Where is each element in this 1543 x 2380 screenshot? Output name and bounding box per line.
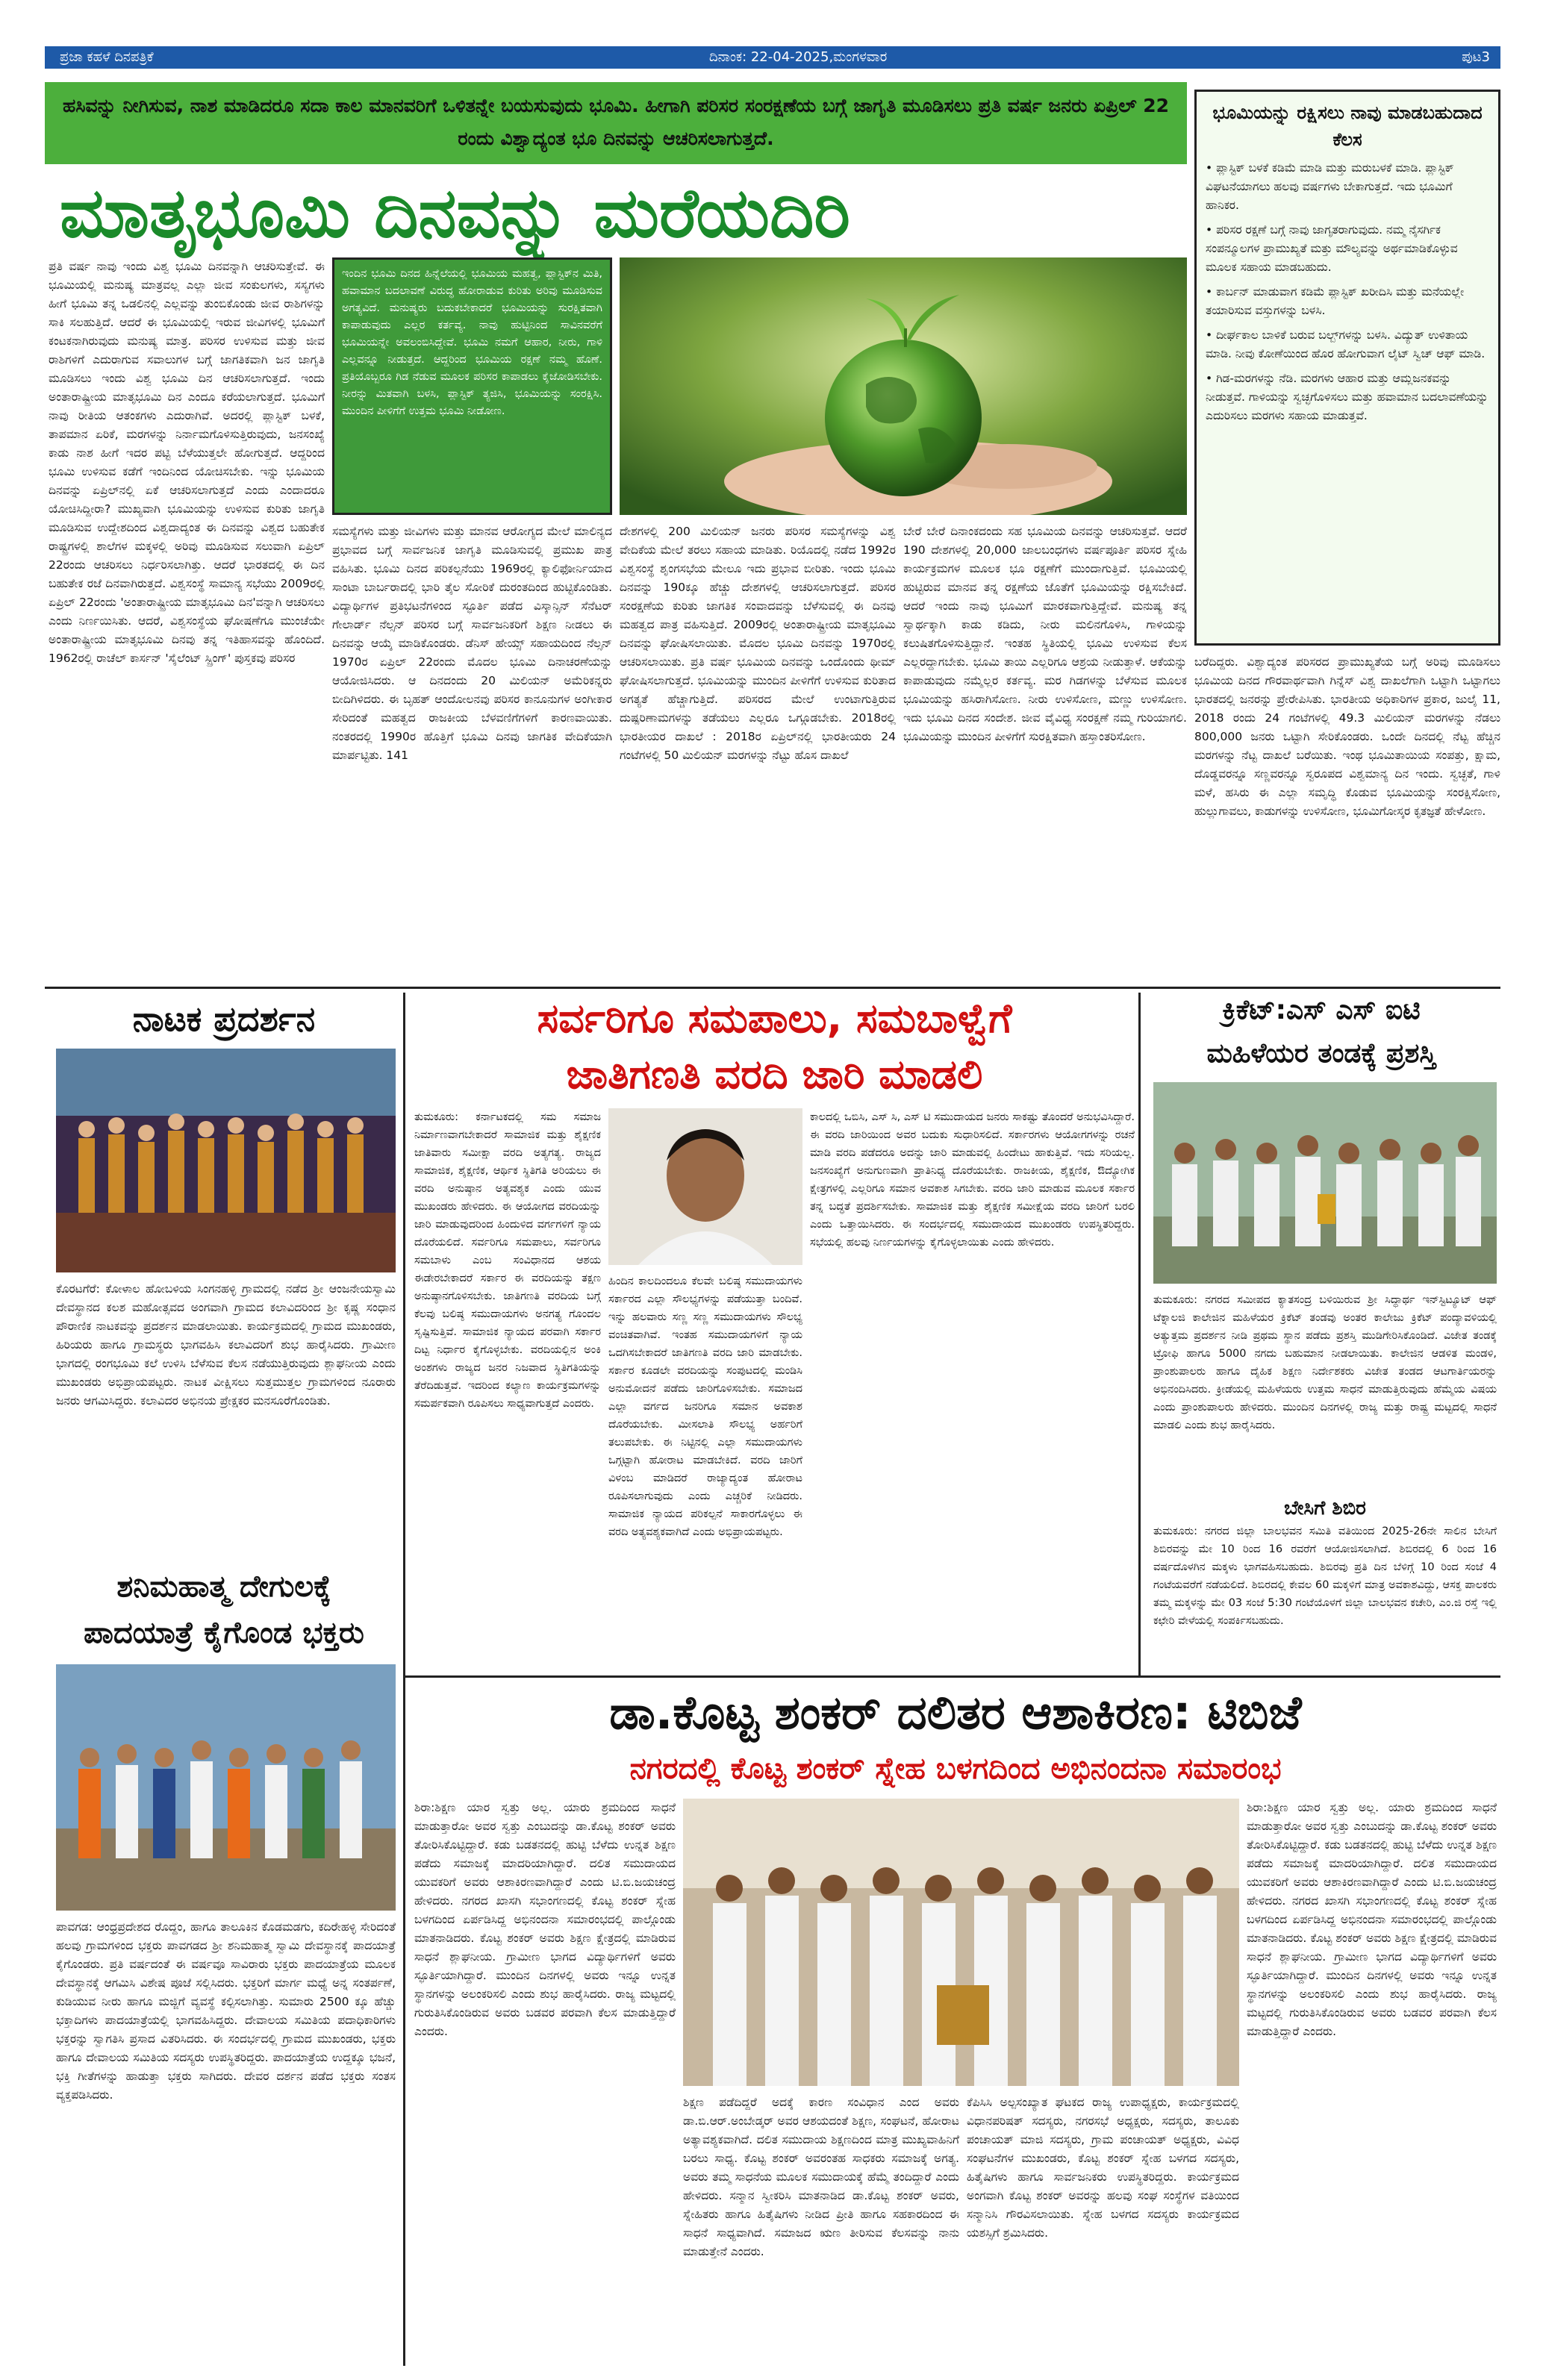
page-number: ಪುಟ3 bbox=[1462, 49, 1490, 65]
kotta-headline: ಡಾ.ಕೊಟ್ಟ ಶಂಕರ್ ದಲಿತರ ಆಶಾಕಿರಣ: ಟಿಬಿಜೆ bbox=[609, 1685, 1302, 1740]
kotta-col-1: ಶಿರಾ:ಶಿಕ್ಷಣ ಯಾರ ಸ್ವತ್ತು ಅಲ್ಲ. ಯಾರು ಶ್ರಮದಿಂದ ಸಾಧನೆ ಮಾಡುತ್ತಾರೋ ಅವರ ಸ್ವತ್ತು ಎಂಬುದನ್ನು ಡಾ.ಕೊಟ್ಟ ಶಂಕರ್ ಅವರು ತೋರಿಸಿಕೊಟ್ಟಿದ್ದಾರೆ. ಕಡು ಬಡತನದಲ್ಲಿ ಹುಟ್ಟಿ ಬೆಳೆದು ಉನ್ನತ ಶಿಕ್ಷಣ ಪಡೆದು ಸಮಾಜಕ್ಕೆ ಮಾದರಿಯಾಗಿದ್ದಾರೆ. ದಲಿತ ಸಮುದಾಯದ ಯುವಕರಿಗೆ ಅವರು ಆಶಾಕಿರಣವಾಗಿದ್ದಾರೆ ಎಂದು ಟಿ.ಬಿ.ಜಯಚಂದ್ರ ಹೇಳಿದರು. ನಗರದ ಖಾಸಗಿ ಸಭಾಂಗಣದಲ್ಲಿ ಕೊಟ್ಟ ಶಂಕರ್ ಸ್ನೇಹ ಬಳಗದಿಂದ ಏರ್ಪಡಿಸಿದ್ದ ಅಭಿನಂದನಾ ಸಮಾರಂಭದಲ್ಲಿ ಪಾಲ್ಗೊಂಡು ಮಾತನಾಡಿದರು. ಕೊಟ್ಟ ಶಂಕರ್ ಅವರು ಶಿಕ್ಷಣ ಕ್ಷೇತ್ರದಲ್ಲಿ ಮಾಡಿರುವ ಸಾಧನೆ ಶ್ಲಾಘನೀಯ. ಗ್ರಾಮೀಣ ಭಾಗದ ವಿದ್ಯಾರ್ಥಿಗಳಿಗೆ ಅವರು ಸ್ಫೂರ್ತಿಯಾಗಿದ್ದಾರೆ. ಮುಂದಿನ ದಿನಗಳಲ್ಲಿ ಅವರು ಇನ್ನೂ ಉನ್ನತ ಸ್ಥಾನಗಳನ್ನು ಅಲಂಕರಿಸಲಿ ಎಂದು ಶುಭ ಹಾರೈಸಿದರು. ರಾಜ್ಯ ಮಟ್ಟದಲ್ಲಿ ಗುರುತಿಸಿಕೊಂಡಿರುವ ಅವರು ಬಡವರ ಪರವಾಗಿ ಕೆಲಸ ಮಾಡುತ್ತಿದ್ದಾರೆ ಎಂದರು. bbox=[414, 1801, 676, 2038]
temple-title bbox=[45, 1564, 403, 1661]
felicitation-photo bbox=[683, 1799, 1239, 2086]
caste-headline-2: ಜಾತಿಗಣತಿ ವರದಿ ಜಾರಿ ಮಾಡಲಿ bbox=[566, 1051, 983, 1098]
temple-padayatra-photo bbox=[56, 1664, 396, 1911]
side-item: • ಕಾರ್ಬನ್ ಮಾಡುವಾಗ ಕಡಿಮೆ ಪ್ಲಾಸ್ಟಿಕ್ ಖರೀದಿಸಿ ಮತ್ತು ಮನೆಯಲ್ಲೇ ತಯಾರಿಸುವ ವಸ್ತುಗಳನ್ನು ಬಳಸಿ. bbox=[1206, 285, 1465, 317]
temple-photo-svg bbox=[56, 1664, 396, 1911]
summer-camp-body: ತುಮಕೂರು: ನಗರದ ಜಿಲ್ಲಾ ಬಾಲಭವನ ಸಮಿತಿ ವತಿಯಿಂದ 2025-26ನೇ ಸಾಲಿನ ಬೇಸಿಗೆ ಶಿಬಿರವನ್ನು ಮೇ 10 ರಿಂದ 16 ರವರೆಗೆ ಆಯೋಜಿಸಲಾಗಿದೆ. ಶಿಬಿರದಲ್ಲಿ 6 ರಿಂದ 16 ವರ್ಷದೊಳಗಿನ ಮಕ್ಕಳು ಭಾಗವಹಿಸಬಹುದು. ಶಿಬಿರವು ಪ್ರತಿ ದಿನ ಬೆಳಿಗ್ಗೆ 10 ರಿಂದ ಸಂಜೆ 4 ಗಂಟೆಯವರೆಗೆ ನಡೆಯಲಿದೆ. ಶಿಬಿರದಲ್ಲಿ ಕೇವಲ 60 ಮಕ್ಕಳಿಗೆ ಮಾತ್ರ ಅವಕಾಶವಿದ್ದು, ಆಸಕ್ತ ಪಾಲಕರು ತಮ್ಮ ಮಕ್ಕಳನ್ನು ಮೇ 03 ಸಂಜೆ 5:30 ಗಂಟೆಯೊಳಗೆ ಜಿಲ್ಲಾ ಬಾಲಭವನ ಕಚೇರಿ, ಎಂ.ಜಿ ರಸ್ತೆ ಇಲ್ಲಿ ಕಛೇರಿ ವೇಳೆಯಲ್ಲಿ ಸಂಪರ್ಕಿಸಬಹುದು. bbox=[1153, 1525, 1497, 1627]
earth-in-hand-photo bbox=[620, 257, 1187, 515]
column-divider bbox=[1138, 993, 1141, 1675]
kotta-col-2: ಶಿಕ್ಷಣ ಪಡೆದಿದ್ದರೆ ಅದಕ್ಕೆ ಕಾರಣ ಸಂವಿಧಾನ ಎಂದ ಅವರು ಡಾ.ಬಿ.ಆರ್.ಅಂಬೇಡ್ಕರ್ ಅವರ ಆಶಯದಂತೆ ಶಿಕ್ಷಣ, ಸಂಘಟನೆ, ಹೋರಾಟ ಅತ್ಯಾವಶ್ಯಕವಾಗಿದೆ. ದಲಿತ ಸಮುದಾಯ ಶಿಕ್ಷಣದಿಂದ ಮಾತ್ರ ಮುಖ್ಯವಾಹಿನಿಗೆ ಬರಲು ಸಾಧ್ಯ. ಕೊಟ್ಟ ಶಂಕರ್ ಅವರಂತಹ ಸಾಧಕರು ಸಮಾಜಕ್ಕೆ ಅಗತ್ಯ. ಅವರು ತಮ್ಮ ಸಾಧನೆಯ ಮೂಲಕ ಸಮುದಾಯಕ್ಕೆ ಹೆಮ್ಮೆ ತಂದಿದ್ದಾರೆ ಎಂದು ಹೇಳಿದರು. ಸನ್ಮಾನ ಸ್ವೀಕರಿಸಿ ಮಾತನಾಡಿದ ಡಾ.ಕೊಟ್ಟ ಶಂಕರ್ ಅವರು, ಸ್ನೇಹಿತರು ಹಾಗೂ ಹಿತೈಷಿಗಳು ನೀಡಿದ ಪ್ರೀತಿ ಹಾಗೂ ಸಹಕಾರದಿಂದ ಈ ಸಾಧನೆ ಸಾಧ್ಯವಾಗಿದೆ. ಸಮಾಜದ ಋಣ ತೀರಿಸುವ ಕೆಲಸವನ್ನು ನಾನು ಮಾಡುತ್ತೇನೆ ಎಂದರು. bbox=[683, 2096, 959, 2258]
lead-title: ಮಾತೃಭೂಮಿ ದಿನವನ್ನು ಮರೆಯದಿರಿ bbox=[60, 172, 850, 253]
caste-col-1: ತುಮಕೂರು: ಕರ್ನಾಟಕದಲ್ಲಿ ಸಮ ಸಮಾಜ ನಿರ್ಮಾಣವಾಗಬೇಕಾದರೆ ಸಾಮಾಜಿಕ ಮತ್ತು ಶೈಕ್ಷಣಿಕ ಜಾತಿವಾರು ಸಮೀಕ್ಷಾ ವರದಿ ಅತ್ಯಗತ್ಯ. ರಾಜ್ಯದ ಸಾಮಾಜಿಕ, ಶೈಕ್ಷಣಿಕ, ಆರ್ಥಿಕ ಸ್ಥಿತಿಗತಿ ಅರಿಯಲು ಈ ವರದಿ ಅನುಷ್ಠಾನ ಅತ್ಯವಶ್ಯಕ ಎಂದು ಯುವ ಮುಖಂಡರು ಹೇಳಿದರು. ಈ ಆಯೋಗದ ವರದಿಯನ್ನು ಜಾರಿ ಮಾಡುವುದರಿಂದ ಹಿಂದುಳಿದ ವರ್ಗಗಳಿಗೆ ನ್ಯಾಯ ದೊರೆಯಲಿದೆ. ಸರ್ವರಿಗೂ ಸಮಪಾಲು, ಸರ್ವರಿಗೂ ಸಮಬಾಳು ಎಂಬ ಸಂವಿಧಾನದ ಆಶಯ ಈಡೇರಬೇಕಾದರೆ ಸರ್ಕಾರ ಈ ವರದಿಯನ್ನು ತಕ್ಷಣ ಅನುಷ್ಠಾನಗೊಳಿಸಬೇಕು. ಜಾತಿಗಣತಿ ವರದಿಯ ಬಗ್ಗೆ ಕೆಲವು ಬಲಿಷ್ಠ ಸಮುದಾಯಗಳು ಅನಗತ್ಯ ಗೊಂದಲ ಸೃಷ್ಟಿಸುತ್ತಿವೆ. ಸಾಮಾಜಿಕ ನ್ಯಾಯದ ಪರವಾಗಿ ಸರ್ಕಾರ ದಿಟ್ಟ ನಿರ್ಧಾರ ಕೈಗೊಳ್ಳಬೇಕು. ವರದಿಯಲ್ಲಿನ ಅಂಕಿ ಅಂಶಗಳು ರಾಜ್ಯದ ಜನರ ನಿಜವಾದ ಸ್ಥಿತಿಗತಿಯನ್ನು ತೆರೆದಿಡುತ್ತವೆ. ಇದರಿಂದ ಕಲ್ಯಾಣ ಕಾರ್ಯಕ್ರಮಗಳನ್ನು ಸಮರ್ಪಕವಾಗಿ ರೂಪಿಸಲು ಸಾಧ್ಯವಾಗುತ್ತದೆ ಎಂದರು. bbox=[414, 1111, 601, 1410]
lead-green-box: ಇಂದಿನ ಭೂಮಿ ದಿನದ ಹಿನ್ನೆಲೆಯಲ್ಲಿ ಭೂಮಿಯ ಮಹತ್ವ, ಪ್ಲಾಸ್ಟಿಕ್‌ನ ಮಿತಿ, ಹವಾಮಾನ ಬದಲಾವಣೆ ವಿರುದ್ಧ ಹೋರಾಡುವ ಕುರಿತು ಅರಿವು ಮೂಡಿಸುವ ಅಗತ್ಯವಿದೆ. ಮನುಷ್ಯರು ಬದುಕಬೇಕಾದರೆ ಭೂಮಿಯನ್ನು ಸುರಕ್ಷಿತವಾಗಿ ಕಾಪಾಡುವುದು ಎಲ್ಲರ ಕರ್ತವ್ಯ. ನಾವು ಹುಟ್ಟಿನಿಂದ ಸಾವಿನವರೆಗೆ ಭೂಮಿಯನ್ನೇ ಅವಲಂಬಿಸಿದ್ದೇವೆ. ಭೂಮಿ ನಮಗೆ ಆಹಾರ, ನೀರು, ಗಾಳಿ ಎಲ್ಲವನ್ನೂ ನೀಡುತ್ತದೆ. ಆದ್ದರಿಂದ ಭೂಮಿಯ ರಕ್ಷಣೆ ನಮ್ಮ ಹೊಣೆ. ಪ್ರತಿಯೊಬ್ಬರೂ ಗಿಡ ನೆಡುವ ಮೂಲಕ ಪರಿಸರ ಕಾಪಾಡಲು ಕೈಜೋಡಿಸಬೇಕು. ನೀರನ್ನು ಮಿತವಾಗಿ ಬಳಸಿ, ಪ್ಲಾಸ್ಟಿಕ್ ತ್ಯಜಿಸಿ, ಭೂಮಿಯನ್ನು ಸಂರಕ್ಷಿಸಿ. ಮುಂದಿನ ಪೀಳಿಗೆಗೆ ಉತ್ತಮ ಭೂಮಿ ನೀಡೋಣ. bbox=[332, 257, 612, 515]
drama-body: ಕೊರಟಗೆರೆ: ಕೋಳಾಲ ಹೋಬಳಿಯ ಸಿಂಗನಹಳ್ಳಿ ಗ್ರಾಮದಲ್ಲಿ ನಡೆದ ಶ್ರೀ ಆಂಜನೇಯಸ್ವಾಮಿ ದೇವಸ್ಥಾನದ ಕಲಶ ಮಹೋತ್ಸವದ ಅಂಗವಾಗಿ ಗ್ರಾಮದ ಕಲಾವಿದರಿಂದ ಶ್ರೀ ಕೃಷ್ಣ ಸಂಧಾನ ಪೌರಾಣಿಕ ನಾಟಕವನ್ನು ಪ್ರದರ್ಶನ ಮಾಡಲಾಯಿತು. ಕಾರ್ಯಕ್ರಮದಲ್ಲಿ ಗ್ರಾಮದ ಮುಖಂಡರು, ಹಿರಿಯರು ಹಾಗೂ ಗ್ರಾಮಸ್ಥರು ಭಾಗವಹಿಸಿ ಕಲಾವಿದರಿಗೆ ಶುಭ ಹಾರೈಸಿದರು. ಗ್ರಾಮೀಣ ಭಾಗದಲ್ಲಿ ರಂಗಭೂಮಿ ಕಲೆ ಉಳಿಸಿ ಬೆಳೆಸುವ ಕೆಲಸ ನಡೆಯುತ್ತಿರುವುದು ಶ್ಲಾಘನೀಯ ಎಂದು ಮುಖಂಡರು ಅಭಿಪ್ರಾಯಪಟ್ಟರು. ನಾಟಕ ವೀಕ್ಷಿಸಲು ಸುತ್ತಮುತ್ತಲ ಗ್ರಾಮಗಳಿಂದ ನೂರಾರು ಜನರು ಆಗಮಿಸಿದ್ದರು. ಕಲಾವಿದರ ಅಭಿನಯ ಪ್ರೇಕ್ಷಕರ ಮನಸೂರೆಗೊಂಡಿತು. bbox=[56, 1282, 396, 1408]
lead-side-tail: ಬರೆದಿದ್ದರು. ವಿಶ್ವಾದ್ಯಂತ ಪರಿಸರದ ಪ್ರಾಮುಖ್ಯತೆಯ ಬಗ್ಗೆ ಅರಿವು ಮೂಡಿಸಲು ಭೂಮಿಯ ದಿನದ ಗೌರವಾರ್ಥವಾಗಿ ಗಿನ್ನೆಸ್ ವಿಶ್ವ ದಾಖಲೆಗಾಗಿ ಒಟ್ಟಾಗಿ ಒಟ್ಟಾಗಲು ಭಾರತದಲ್ಲಿ ಜನರನ್ನು ಪ್ರೇರೇಪಿಸಿತು. ಭಾರತೀಯ ಅಧಿಕಾರಿಗಳ ಪ್ರಕಾರ, ಜುಲೈ 11, 2018 ರಂದು 24 ಗಂಟೆಗಳಲ್ಲಿ 49.3 ಮಿಲಿಯನ್ ಮರಗಳನ್ನು ನೆಡಲು 800,000 ಜನರು ಒಟ್ಟಾಗಿ ಸೇರಿಕೊಂಡರು. ಒಂದೇ ದಿನದಲ್ಲಿ ನೆಟ್ಟ ಹೆಚ್ಚಿನ ಮರಗಳನ್ನು ನೆಟ್ಟ ದಾಖಲೆ ಬರೆಯಿತು. ಇಂಥ ಭೂಮಿತಾಯಿಯ ಸಂಪತ್ತು, ಕ್ಷಾಮ, ದೊಡ್ಡವರನ್ನೂ ಸಣ್ಣವರನ್ನೂ ಸ್ವರೂಪದ ವಿಶ್ವಮಾನ್ಯ ದಿನ ಇಂದು. ಸ್ವಚ್ಛತೆ, ಗಾಳಿ ಮಳೆ, ಹಸಿರು ಈ ಎಲ್ಲಾ ಸಮೃದ್ಧಿ ಕೊಡುವ ಭೂಮಿಯನ್ನು ಸಂರಕ್ಷಿಸೋಣ, ಹುಲ್ಲುಗಾವಲು, ಕಾಡುಗಳನ್ನು ಉಳಿಸೋಣ, ಭೂಮಿಗೋಸ್ಕರ ಕೃತಜ್ಞತೆ ಹೇಳೋಣ. bbox=[1194, 655, 1500, 818]
lead-col-2: ಸಮಸ್ಯೆಗಳು ಮತ್ತು ಜೀವಿಗಳು ಮತ್ತು ಮಾನವ ಆರೋಗ್ಯದ ಮೇಲೆ ಮಾಲಿನ್ಯದ ಪ್ರಭಾವದ ಬಗ್ಗೆ ಸಾರ್ವಜನಿಕ ಜಾಗೃತಿ ಮೂಡಿಸುವಲ್ಲಿ ಪ್ರಮುಖ ಪಾತ್ರ ವಹಿಸಿತು. ಭೂಮಿ ದಿನದ ಪರಿಕಲ್ಪನೆಯು 1969ರಲ್ಲಿ ಕ್ಯಾಲಿಫೋರ್ನಿಯಾದ ಸಾಂಟಾ ಬಾರ್ಬರಾದಲ್ಲಿ ಭಾರಿ ತೈಲ ಸೋರಿಕೆ ದುರಂತದಿಂದ ಹುಟ್ಟಿಕೊಂಡಿತು. ವಿದ್ಯಾರ್ಥಿಗಳ ಪ್ರತಿಭಟನೆಗಳಿಂದ ಸ್ಫೂರ್ತಿ ಪಡೆದ ವಿಸ್ಕಾನ್ಸಿನ್ ಸೆನೆಟರ್ ಗೇಲಾರ್ಡ್ ನೆಲ್ಸನ್ ಪರಿಸರ ಬಗ್ಗೆ ಸಾರ್ವಜನಿಕರಿಗೆ ಶಿಕ್ಷಣ ನೀಡಲು ಈ ದಿನವನ್ನು ಆಯ್ಕೆ ಮಾಡಿಕೊಂಡರು. ಡೆನಿಸ್ ಹೇಯ್ಸ್ ಸಹಾಯದಿಂದ ನೆಲ್ಸನ್ 1970ರ ಏಪ್ರಿಲ್ 22ರಂದು ಮೊದಲ ಭೂಮಿ ದಿನಾಚರಣೆಯನ್ನು ಆಯೋಜಿಸಿದರು. ಆ ದಿನದಂದು 20 ಮಿಲಿಯನ್ ಅಮೆರಿಕನ್ನರು ಬೀದಿಗಿಳಿದರು. ಈ ಬೃಹತ್ ಆಂದೋಲನವು ಪರಿಸರ ಕಾನೂನುಗಳ ಅಂಗೀಕಾರ ಸೇರಿದಂತೆ ಮಹತ್ವದ ರಾಜಕೀಯ ಬೆಳವಣಿಗೆಗಳಿಗೆ ಕಾರಣವಾಯಿತು. ನಂತರದಲ್ಲಿ 1990ರ ಹೊತ್ತಿಗೆ ಭೂಮಿ ದಿನವು ಜಾಗತಿಕ ವೇದಿಕೆಯಾಗಿ ಮಾರ್ಪಟ್ಟಿತು. 141 bbox=[332, 525, 612, 762]
date-line: ದಿನಾಂಕ: 22-04-2025,ಮಂಗಳವಾರ bbox=[709, 49, 888, 65]
cricket-title-line-1: ಕ್ರಿಕೆಟ್:ಎಸ್ ಎಸ್ ಐಟಿ bbox=[1222, 995, 1421, 1025]
cricket-title-line-2: ಮಹಿಳೆಯರ ತಂಡಕ್ಕೆ ಪ್ರಶಸ್ತಿ bbox=[1206, 1038, 1436, 1069]
lead-side-box bbox=[1194, 90, 1500, 646]
temple-body: ಪಾವಗಡ: ಆಂಧ್ರಪ್ರದೇಶದ ರೊದ್ದಂ, ಹಾಗೂ ತಾಲೂಕಿನ ಕೊಡಮಡಗು, ಕದಿರೇಹಳ್ಳಿ ಸೇರಿದಂತೆ ಹಲವು ಗ್ರಾಮಗಳಿಂದ ಭಕ್ತರು ಪಾವಗಡದ ಶ್ರೀ ಶನಿಮಹಾತ್ಮ ಸ್ವಾಮಿ ದೇವಸ್ಥಾನಕ್ಕೆ ಪಾದಯಾತ್ರೆ ಕೈಗೊಂಡರು. ಪ್ರತಿ ವರ್ಷದಂತೆ ಈ ವರ್ಷವೂ ಸಾವಿರಾರು ಭಕ್ತರು ಪಾದಯಾತ್ರೆಯ ಮೂಲಕ ದೇವಸ್ಥಾನಕ್ಕೆ ಆಗಮಿಸಿ ವಿಶೇಷ ಪೂಜೆ ಸಲ್ಲಿಸಿದರು. ಭಕ್ತರಿಗೆ ಮಾರ್ಗ ಮಧ್ಯೆ ಅನ್ನ ಸಂತರ್ಪಣೆ, ಕುಡಿಯುವ ನೀರು ಹಾಗೂ ಮಜ್ಜಿಗೆ ವ್ಯವಸ್ಥೆ ಕಲ್ಪಿಸಲಾಗಿತ್ತು. ಸುಮಾರು 2500 ಕ್ಕೂ ಹೆಚ್ಚು ಭಕ್ತಾದಿಗಳು ಪಾದಯಾತ್ರೆಯಲ್ಲಿ ಭಾಗವಹಿಸಿದ್ದರು. ದೇವಾಲಯ ಸಮಿತಿಯ ಪದಾಧಿಕಾರಿಗಳು ಭಕ್ತರನ್ನು ಸ್ವಾಗತಿಸಿ ಪ್ರಸಾದ ವಿತರಿಸಿದರು. ಈ ಸಂದರ್ಭದಲ್ಲಿ ಗ್ರಾಮದ ಮುಖಂಡರು, ಭಕ್ತರು ಹಾಗೂ ದೇವಾಲಯ ಸಮಿತಿಯ ಸದಸ್ಯರು ಉಪಸ್ಥಿತರಿದ್ದರು. ಪಾದಯಾತ್ರೆಯ ಉದ್ದಕ್ಕೂ ಭಜನೆ, ಭಕ್ತಿ ಗೀತೆಗಳನ್ನು ಹಾಡುತ್ತಾ ಭಕ್ತರು ಸಾಗಿದರು. ದೇವರ ದರ್ಶನ ಪಡೆದ ಭಕ್ತರು ಸಂತಸ ವ್ಯಕ್ತಪಡಿಸಿದರು. bbox=[56, 1920, 396, 2102]
earth-photo-svg bbox=[620, 257, 1187, 515]
drama-title: ನಾಟಕ ಪ್ರದರ್ಶನ bbox=[132, 999, 316, 1039]
kotta-col-3: ಶಿರಾ:ಶಿಕ್ಷಣ ಯಾರ ಸ್ವತ್ತು ಅಲ್ಲ. ಯಾರು ಶ್ರಮದಿಂದ ಸಾಧನೆ ಮಾಡುತ್ತಾರೋ ಅವರ ಸ್ವತ್ತು ಎಂಬುದನ್ನು ಡಾ.ಕೊಟ್ಟ ಶಂಕರ್ ಅವರು ತೋರಿಸಿಕೊಟ್ಟಿದ್ದಾರೆ. ಕಡು ಬಡತನದಲ್ಲಿ ಹುಟ್ಟಿ ಬೆಳೆದು ಉನ್ನತ ಶಿಕ್ಷಣ ಪಡೆದು ಸಮಾಜಕ್ಕೆ ಮಾದರಿಯಾಗಿದ್ದಾರೆ. ದಲಿತ ಸಮುದಾಯದ ಯುವಕರಿಗೆ ಅವರು ಆಶಾಕಿರಣವಾಗಿದ್ದಾರೆ ಎಂದು ಟಿ.ಬಿ.ಜಯಚಂದ್ರ ಹೇಳಿದರು. ನಗರದ ಖಾಸಗಿ ಸಭಾಂಗಣದಲ್ಲಿ ಕೊಟ್ಟ ಶಂಕರ್ ಸ್ನೇಹ ಬಳಗದಿಂದ ಏರ್ಪಡಿಸಿದ್ದ ಅಭಿನಂದನಾ ಸಮಾರಂಭದಲ್ಲಿ ಪಾಲ್ಗೊಂಡು ಮಾತನಾಡಿದರು. ಕೊಟ್ಟ ಶಂಕರ್ ಅವರು ಶಿಕ್ಷಣ ಕ್ಷೇತ್ರದಲ್ಲಿ ಮಾಡಿರುವ ಸಾಧನೆ ಶ್ಲಾಘನೀಯ. ಗ್ರಾಮೀಣ ಭಾಗದ ವಿದ್ಯಾರ್ಥಿಗಳಿಗೆ ಅವರು ಸ್ಫೂರ್ತಿಯಾಗಿದ್ದಾರೆ. ಮುಂದಿನ ದಿನಗಳಲ್ಲಿ ಅವರು ಇನ್ನೂ ಉನ್ನತ ಸ್ಥಾನಗಳನ್ನು ಅಲಂಕರಿಸಲಿ ಎಂದು ಶುಭ ಹಾರೈಸಿದರು. ರಾಜ್ಯ ಮಟ್ಟದಲ್ಲಿ ಗುರುತಿಸಿಕೊಂಡಿರುವ ಅವರು ಬಡವರ ಪರವಾಗಿ ಕೆಲಸ ಮಾಡುತ್ತಿದ್ದಾರೆ ಎಂದರು. bbox=[1247, 1801, 1497, 2038]
temple-title-line-2: ಪಾದಯಾತ್ರೆ ಕೈಗೊಂಡ ಭಕ್ತರು bbox=[84, 1616, 364, 1650]
temple-title-line-1: ಶನಿಮಹಾತ್ಮ ದೇಗುಲಕ್ಕೆ bbox=[116, 1570, 331, 1604]
caste-headline-1: ಸರ್ವರಿಗೂ ಸಮಪಾಲು, ಸಮಬಾಳ್ವೆಗೆ bbox=[537, 995, 1012, 1042]
section-divider bbox=[405, 1675, 1500, 1678]
cricket-title bbox=[1142, 989, 1500, 1078]
lead-col-4: ಬೇರೆ ಬೇರೆ ದಿನಾಂಕದಂದು ಸಹ ಭೂಮಿಯ ದಿನವನ್ನು ಆಚರಿಸುತ್ತವೆ. ಆದರೆ 190 ದೇಶಗಳಲ್ಲಿ 20,000 ಜಾಲಬಂಧಗಳು ವರ್ಷಪೂರ್ತಿ ಪರಿಸರ ಸ್ನೇಹಿ ಕಾರ್ಯಕ್ರಮಗಳ ಮೂಲಕ ಭೂ ರಕ್ಷಣೆಗೆ ಮುಂದಾಗುತ್ತಿವೆ. ಭೂಮಿಯಲ್ಲಿ ಹುಟ್ಟಿರುವ ಮಾನವ ತನ್ನ ರಕ್ಷಣೆಯ ಜೊತೆಗೆ ಭೂಮಿಯನ್ನು ರಕ್ಷಿಸಬೇಕಿದೆ. ಆದರೆ ಇಂದು ನಾವು ಭೂಮಿಗೆ ಮಾರಕವಾಗುತ್ತಿದ್ದೇವೆ. ಮನುಷ್ಯ ತನ್ನ ಸ್ವಾರ್ಥಕ್ಕಾಗಿ ಕಾಡು ಕಡಿದು, ನೀರು ಮಲಿನಗೊಳಿಸಿ, ಗಾಳಿಯನ್ನು ಕಲುಷಿತಗೊಳಿಸುತ್ತಿದ್ದಾನೆ. ಇಂತಹ ಸ್ಥಿತಿಯಲ್ಲಿ ಭೂಮಿ ಉಳಿಸುವ ಕೆಲಸ ಎಲ್ಲರದ್ದಾಗಬೇಕು. ಭೂಮಿ ತಾಯಿ ಎಲ್ಲರಿಗೂ ಆಶ್ರಯ ನೀಡುತ್ತಾಳೆ. ಆಕೆಯನ್ನು ಕಾಪಾಡುವುದು ನಮ್ಮೆಲ್ಲರ ಕರ್ತವ್ಯ. ಮರ ಗಿಡಗಳನ್ನು ಬೆಳೆಸುವ ಮೂಲಕ ಭೂಮಿಯನ್ನು ಹಸಿರಾಗಿಸೋಣ. ನೀರು ಉಳಿಸೋಣ, ಮಣ್ಣು ಉಳಿಸೋಣ. ಇದು ಭೂಮಿ ದಿನದ ಸಂದೇಶ. ಜೀವ ವೈವಿಧ್ಯ ಸಂರಕ್ಷಣೆ ನಮ್ಮ ಗುರಿಯಾಗಲಿ. ಭೂಮಿಯನ್ನು ಮುಂದಿನ ಪೀಳಿಗೆಗೆ ಸುರಕ್ಷಿತವಾಗಿ ಹಸ್ತಾಂತರಿಸೋಣ. bbox=[903, 525, 1187, 743]
side-item: • ಪ್ಲಾಸ್ಟಿಕ್ ಬಳಕೆ ಕಡಿಮೆ ಮಾಡಿ ಮತ್ತು ಮರುಬಳಕೆ ಮಾಡಿ. ಪ್ಲಾಸ್ಟಿಕ್ ವಿಘಟನೆಯಾಗಲು ಹಲವು ವರ್ಷಗಳು ಬೇಕಾಗುತ್ತದೆ. ಇದು ಭೂಮಿಗೆ ಹಾನಿಕರ. bbox=[1206, 161, 1454, 212]
caste-col-3: ಕಾಲದಲ್ಲಿ ಒಬಿಸಿ, ಎಸ್ ಸಿ, ಎಸ್ ಟಿ ಸಮುದಾಯದ ಜನರು ಸಾಕಷ್ಟು ತೊಂದರೆ ಅನುಭವಿಸಿದ್ದಾರೆ. ಈ ವರದಿ ಜಾರಿಯಿಂದ ಅವರ ಬದುಕು ಸುಧಾರಿಸಲಿದೆ. ಸರ್ಕಾರಗಳು ಆಯೋಗಗಳನ್ನು ರಚನೆ ಮಾಡಿ ವರದಿ ಪಡೆದರೂ ಅದನ್ನು ಜಾರಿ ಮಾಡುವಲ್ಲಿ ಹಿಂದೇಟು ಹಾಕುತ್ತಿವೆ. ಇದು ಸರಿಯಲ್ಲ. ಜನಸಂಖ್ಯೆಗೆ ಅನುಗುಣವಾಗಿ ಪ್ರಾತಿನಿಧ್ಯ ದೊರೆಯಬೇಕು. ರಾಜಕೀಯ, ಶೈಕ್ಷಣಿಕ, ಔದ್ಯೋಗಿಕ ಕ್ಷೇತ್ರಗಳಲ್ಲಿ ಎಲ್ಲರಿಗೂ ಸಮಾನ ಅವಕಾಶ ಸಿಗಬೇಕು. ವರದಿ ಜಾರಿ ಮಾಡುವ ಮೂಲಕ ಸರ್ಕಾರ ತನ್ನ ಬದ್ಧತೆ ಪ್ರದರ್ಶಿಸಬೇಕು. ಸಾಮಾಜಿಕ ಮತ್ತು ಶೈಕ್ಷಣಿಕ ಸಮೀಕ್ಷೆಯ ವರದಿ ಜಾರಿಗೆ ಬರಲಿ ಎಂದು ಒತ್ತಾಯಿಸಿದರು. ಈ ಸಂದರ್ಭದಲ್ಲಿ ಸಮುದಾಯದ ಮುಖಂಡರು ಉಪಸ್ಥಿತರಿದ್ದರು. ಸಭೆಯಲ್ಲಿ ಹಲವು ನಿರ್ಣಯಗಳನ್ನು ಕೈಗೊಳ್ಳಲಾಯಿತು ಎಂದು ಹೇಳಿದರು. bbox=[810, 1111, 1135, 1249]
lead-col-1: ಪ್ರತಿ ವರ್ಷ ನಾವು ಇಂದು ವಿಶ್ವ ಭೂಮಿ ದಿನವನ್ನಾಗಿ ಆಚರಿಸುತ್ತೇವೆ. ಈ ಭೂಮಿಯಲ್ಲಿ ಮನುಷ್ಯ ಮಾತ್ರವಲ್ಲ ಎಲ್ಲಾ ಜೀವ ಸಂಕುಲಗಳು, ಸಸ್ಯಗಳು ಹೀಗೆ ಭೂಮಿ ತನ್ನ ಒಡಲಿನಲ್ಲಿ ಎಲ್ಲವನ್ನು ತುಂಬಿಕೊಂಡು ಜೀವ ರಾಶಿಗಳನ್ನು ಸಾಕಿ ಸಲಹುತ್ತಿದೆ. ಆದರೆ ಈ ಭೂಮಿಯಲ್ಲಿ ಇರುವ ಜೀವಿಗಳಲ್ಲಿ ಭೂಮಿಗೆ ಕಂಟಕನಾಗಿರುವುದು ಮನುಷ್ಯ ಮಾತ್ರ. ಪರಿಸರ ಉಳಿಸುವ ಮತ್ತು ಜೀವ ರಾಶಿಗಳಿಗೆ ಎದುರಾಗುವ ಸವಾಲುಗಳ ಬಗ್ಗೆ ಜಾಗತಿಕವಾಗಿ ಜನ ಜಾಗೃತಿ ಮೂಡಿಸಲು ಇಂದು ವಿಶ್ವ ಭೂಮಿ ದಿನ ಆಚರಿಸಲಾಗುತ್ತದೆ. ಇಂದು ಅಂತಾರಾಷ್ಟ್ರೀಯ ಮಾತೃಭೂಮಿ ದಿನ ಎಂದೂ ಕರೆಯಲಾಗುತ್ತದೆ. ಭೂಮಿಗೆ ನಾವು ರೀತಿಯ ಆತಂಕಗಳು ಎದುರಾಗಿವೆ. ಅದರಲ್ಲಿ ಪ್ಲಾಸ್ಟಿಕ್ ಬಳಕೆ, ತಾಪಮಾನ ಏರಿಕೆ, ಮರಗಳನ್ನು ನಿರ್ನಾಮಗೊಳಿಸುತ್ತಿರುವುದು, ಜನಸಂಖ್ಯೆ ಕಾಡು ನಾಶ ಹೀಗೆ ಇದರ ಪಟ್ಟಿ ಬೆಳೆಯುತ್ತಲೇ ಹೋಗುತ್ತದೆ. ಆದ್ದರಿಂದ ಭೂಮಿ ಉಳಿಸುವ ಕಡೆಗೆ ಇಂದಿನಿಂದ ಯೋಚಿಸಬೇಕು. ಇನ್ನು ಭೂಮಿಯ ದಿನವನ್ನು ಏಪ್ರಿಲ್‌ನಲ್ಲಿ ಏಕೆ ಆಚರಿಸಲಾಗುತ್ತದೆ ಎಂದು ಎಂದಾದರೂ ಯೋಚಿಸಿದ್ದೀರಾ? ಮುಖ್ಯವಾಗಿ ಭೂಮಿಯನ್ನು ಉಳಿಸುವ ಕುರಿತು ಜಾಗೃತಿ ಮೂಡಿಸುವ ಉದ್ದೇಶದಿಂದ ವಿಶ್ವದಾದ್ಯಂತ ಈ ದಿನವನ್ನು ವಿಶ್ವದ ಬಹುತೇಕ ರಾಷ್ಟ್ರಗಳಲ್ಲಿ ಶಾಲೆಗಳ ಮಕ್ಕಳಲ್ಲಿ ಅರಿವು ಮೂಡಿಸುವ ಸಲುವಾಗಿ ಏಪ್ರಿಲ್ 22ರಂದು ಆಚರಿಸಲು ನಿರ್ಧರಿಸಲಾಗಿತ್ತು. ಆದರೆ ಭಾರತದಲ್ಲಿ ಈ ದಿನ ಬಹುತೇಕ ರಜೆ ದಿನವಾಗಿರುತ್ತದೆ. ವಿಶ್ವಸಂಸ್ಥೆ ಸಾಮಾನ್ಯ ಸಭೆಯು 2009ರಲ್ಲಿ ಏಪ್ರಿಲ್ 22ರಂದು 'ಅಂತಾರಾಷ್ಟ್ರೀಯ ಮಾತೃಭೂಮಿ ದಿನ'ವನ್ನಾಗಿ ಆಚರಿಸಲು ಎಂದು ನಿರ್ಣಯಿಸಿತು. ಆದರೆ, ವಿಶ್ವಸಂಸ್ಥೆಯ ಘೋಷಣೆಗೂ ಮುಂಚೆಯೇ ಅಂತಾರಾಷ್ಟ್ರೀಯ ಮಾತೃಭೂಮಿ ದಿನವು ತನ್ನ ಇತಿಹಾಸವನ್ನು ಹೊಂದಿದೆ. 1962ರಲ್ಲಿ ರಾಚೆಲ್ ಕಾರ್ಸನ್ 'ಸೈಲೆಂಟ್ ಸ್ಪ್ರಿಂಗ್' ಪುಸ್ತಕವು ಪರಿಸರ bbox=[49, 260, 325, 665]
column-divider bbox=[403, 993, 405, 2366]
felicitation-photo-svg bbox=[683, 1799, 1239, 2086]
cricket-body: ತುಮಕೂರು: ನಗರದ ಸಮೀಪದ ಕ್ಯಾತಸಂದ್ರ ಬಳಿಯಿರುವ ಶ್ರೀ ಸಿದ್ಧಾರ್ಥ ಇನ್‌ಸ್ಟಿಟ್ಯೂಟ್ ಆಫ್ ಟೆಕ್ನಾಲಜಿ ಕಾಲೇಜಿನ ಮಹಿಳೆಯರ ಕ್ರಿಕೆಟ್ ತಂಡವು ಅಂತರ ಕಾಲೇಜು ಕ್ರಿಕೆಟ್ ಪಂದ್ಯಾವಳಿಯಲ್ಲಿ ಅತ್ಯುತ್ತಮ ಪ್ರದರ್ಶನ ನೀಡಿ ಪ್ರಥಮ ಸ್ಥಾನ ಪಡೆದು ಪ್ರಶಸ್ತಿ ಮುಡಿಗೇರಿಸಿಕೊಂಡಿದೆ. ವಿಜೇತ ತಂಡಕ್ಕೆ ಟ್ರೋಫಿ ಹಾಗೂ 5000 ನಗದು ಬಹುಮಾನ ನೀಡಲಾಯಿತು. ಕಾಲೇಜಿನ ಆಡಳಿತ ಮಂಡಳಿ, ಪ್ರಾಂಶುಪಾಲರು ಹಾಗೂ ದೈಹಿಕ ಶಿಕ್ಷಣ ನಿರ್ದೇಶಕರು ವಿಜೇತ ತಂಡದ ಆಟಗಾರ್ತಿಯರನ್ನು ಅಭಿನಂದಿಸಿದರು. ಕ್ರೀಡೆಯಲ್ಲಿ ಮಹಿಳೆಯರು ಉತ್ತಮ ಸಾಧನೆ ಮಾಡುತ್ತಿರುವುದು ಹೆಮ್ಮೆಯ ವಿಷಯ ಎಂದು ಪ್ರಾಂಶುಪಾಲರು ಹೇಳಿದರು. ಮುಂದಿನ ದಿನಗಳಲ್ಲಿ ರಾಜ್ಯ ಮತ್ತು ರಾಷ್ಟ್ರ ಮಟ್ಟದಲ್ಲಿ ಸಾಧನೆ ಮಾಡಲಿ ಎಂದು ಶುಭ ಹಾರೈಸಿದರು. bbox=[1153, 1294, 1497, 1431]
page-header-bar bbox=[45, 46, 1500, 69]
drama-photo-svg bbox=[56, 1049, 396, 1272]
kotta-col-2b: ಕೆಪಿಸಿಸಿ ಅಲ್ಪಸಂಖ್ಯಾತ ಘಟಕದ ರಾಜ್ಯ ಉಪಾಧ್ಯಕ್ಷರು, ಕಾರ್ಯಕ್ರಮದಲ್ಲಿ ವಿಧಾನಪರಿಷತ್ ಸದಸ್ಯರು, ನಗರಸಭೆ ಅಧ್ಯಕ್ಷರು, ಸದಸ್ಯರು, ತಾಲೂಕು ಪಂಚಾಯತ್ ಮಾಜಿ ಸದಸ್ಯರು, ಗ್ರಾಮ ಪಂಚಾಯತ್ ಅಧ್ಯಕ್ಷರು, ವಿವಿಧ ಸಂಘಟನೆಗಳ ಮುಖಂಡರು, ಕೊಟ್ಟ ಶಂಕರ್ ಸ್ನೇಹ ಬಳಗದ ಸದಸ್ಯರು, ಹಿತೈಷಿಗಳು ಹಾಗೂ ಸಾರ್ವಜನಿಕರು ಉಪಸ್ಥಿತರಿದ್ದರು. ಕಾರ್ಯಕ್ರಮದ ಅಂಗವಾಗಿ ಕೊಟ್ಟ ಶಂಕರ್ ಅವರನ್ನು ಹಲವು ಸಂಘ ಸಂಸ್ಥೆಗಳ ವತಿಯಿಂದ ಸನ್ಮಾನಿಸಿ ಗೌರವಿಸಲಾಯಿತು. ಸ್ನೇಹ ಬಳಗದ ಸದಸ್ಯರು ಕಾರ್ಯಕ್ರಮದ ಯಶಸ್ಸಿಗೆ ಶ್ರಮಿಸಿದರು. bbox=[967, 2096, 1239, 2240]
side-item: • ಪರಿಸರ ರಕ್ಷಣೆ ಬಗ್ಗೆ ನಾವು ಜಾಗೃತರಾಗುವುದು. ನಮ್ಮ ನೈಸರ್ಗಿಕ ಸಂಪನ್ಮೂಲಗಳ ಪ್ರಾಮುಖ್ಯತೆ ಮತ್ತು ಮೌಲ್ಯವನ್ನು ಅರ್ಥಮಾಡಿಕೊಳ್ಳುವ ಮೂಲಕ ಸಹಾಯ ಮಾಡಬಹುದು. bbox=[1206, 223, 1458, 274]
side-box-title: ಭೂಮಿಯನ್ನು ರಕ್ಷಿಸಲು ನಾವು ಮಾಡಬಹುದಾದ ಕೆಲಸ bbox=[1212, 102, 1483, 150]
portrait-svg bbox=[608, 1108, 802, 1265]
kotta-subheadline: ನಗರದಲ್ಲಿ ಕೊಟ್ಟ ಶಂಕರ್ ಸ್ನೇಹ ಬಳಗದಿಂದ ಅಭಿನಂದನಾ ಸಮಾರಂಭ bbox=[629, 1752, 1282, 1786]
cricket-team-photo bbox=[1153, 1082, 1497, 1284]
side-item: • ದೀರ್ಘಕಾಲ ಬಾಳಿಕೆ ಬರುವ ಬಲ್ಬ್‌ಗಳನ್ನು ಬಳಸಿ. ವಿದ್ಯುತ್ ಉಳಿತಾಯ ಮಾಡಿ. ನೀವು ಕೋಣೆಯಿಂದ ಹೊರ ಹೋಗುವಾಗ ಲೈಟ್ ಸ್ವಿಚ್ ಆಫ್ ಮಾಡಿ. bbox=[1206, 328, 1486, 360]
speaker-portrait bbox=[608, 1108, 802, 1265]
side-item: • ಗಿಡ-ಮರಗಳನ್ನು ನೆಡಿ. ಮರಗಳು ಆಹಾರ ಮತ್ತು ಆಮ್ಲಜನಕವನ್ನು ನೀಡುತ್ತವೆ. ಗಾಳಿಯನ್ನು ಸ್ವಚ್ಛಗೊಳಿಸಲು ಮತ್ತು ಹವಾಮಾನ ಬದಲಾವಣೆಯನ್ನು ಎದುರಿಸಲು ಮರಗಳು ಸಹಾಯ ಮಾಡುತ್ತವೆ. bbox=[1206, 372, 1489, 422]
drama-stage-photo bbox=[56, 1049, 396, 1272]
lead-banner: ಹಸಿವನ್ನು ನೀಗಿಸುವ, ನಾಶ ಮಾಡಿದರೂ ಸದಾ ಕಾಲ ಮಾನವರಿಗೆ ಒಳಿತನ್ನೇ ಬಯಸುವುದು ಭೂಮಿ. ಹೀಗಾಗಿ ಪರಿಸರ ಸಂರಕ್ಷಣೆಯ ಬಗ್ಗೆ ಜಾಗೃತಿ ಮೂಡಿಸಲು ಪ್ರತಿ ವರ್ಷ ಜನರು ಏಪ್ರಿಲ್ 22 ರಂದು ವಿಶ್ವಾದ್ಯಂತ ಭೂ ದಿನವನ್ನು ಆಚರಿಸಲಾಗುತ್ತದೆ. bbox=[45, 82, 1187, 164]
lead-col-3: ದೇಶಗಳಲ್ಲಿ 200 ಮಿಲಿಯನ್ ಜನರು ಪರಿಸರ ಸಮಸ್ಯೆಗಳನ್ನು ವಿಶ್ವ ವೇದಿಕೆಯ ಮೇಲೆ ತರಲು ಸಹಾಯ ಮಾಡಿತು. ರಿಯೊದಲ್ಲಿ ನಡೆದ 1992ರ ವಿಶ್ವಸಂಸ್ಥೆ ಶೃಂಗಸಭೆಯ ಮೇಲೂ ಇದು ಪ್ರಭಾವ ಬೀರಿತು. ಇಂದು ಭೂಮಿ ದಿನವನ್ನು 190ಕ್ಕೂ ಹೆಚ್ಚು ದೇಶಗಳಲ್ಲಿ ಆಚರಿಸಲಾಗುತ್ತದೆ. ಪರಿಸರ ಸಂರಕ್ಷಣೆಯ ಕುರಿತು ಜಾಗತಿಕ ಸಂವಾದವನ್ನು ಬೆಳೆಸುವಲ್ಲಿ ಈ ದಿನವು ಮಹತ್ವದ ಪಾತ್ರ ವಹಿಸುತ್ತಿದೆ. 2009ರಲ್ಲಿ ಅಂತಾರಾಷ್ಟ್ರೀಯ ಮಾತೃಭೂಮಿ ದಿನವನ್ನು ಘೋಷಿಸಲಾಯಿತು. ಮೊದಲ ಭೂಮಿ ದಿನವನ್ನು 1970ರಲ್ಲಿ ಆಚರಿಸಲಾಯಿತು. ಪ್ರತಿ ವರ್ಷ ಭೂಮಿಯ ದಿನವನ್ನು ಒಂದೊಂದು ಥೀಮ್ ಘೋಷಿಸಲಾಗುತ್ತದೆ. ಭೂಮಿಯನ್ನು ಮುಂದಿನ ಪೀಳಿಗೆಗೆ ಉಳಿಸುವ ಕುರಿತಾದ ಅಗತ್ಯತೆ ಹೆಚ್ಚಾಗುತ್ತಿದೆ. ಪರಿಸರದ ಮೇಲೆ ಉಂಟಾಗುತ್ತಿರುವ ದುಷ್ಪರಿಣಾಮಗಳನ್ನು ತಡೆಯಲು ಎಲ್ಲರೂ ಒಗ್ಗೂಡಬೇಕು. 2018ರಲ್ಲಿ ಭಾರತೀಯರ ದಾಖಲೆ : 2018ರ ಏಪ್ರಿಲ್‌ನಲ್ಲಿ ಭಾರತೀಯರು 24 ಗಂಟೆಗಳಲ್ಲಿ 50 ಮಿಲಿಯನ್ ಮರಗಳನ್ನು ನೆಟ್ಟು ಹೊಸ ದಾಖಲೆ bbox=[620, 525, 896, 762]
paper-name: ಪ್ರಜಾ ಕಹಳೆ ದಿನಪತ್ರಿಕೆ bbox=[60, 49, 154, 65]
caste-col-2: ಹಿಂದಿನ ಕಾಲದಿಂದಲೂ ಕೆಲವೇ ಬಲಿಷ್ಠ ಸಮುದಾಯಗಳು ಸರ್ಕಾರದ ಎಲ್ಲಾ ಸೌಲಭ್ಯಗಳನ್ನು ಪಡೆಯುತ್ತಾ ಬಂದಿವೆ. ಇನ್ನು ಹಲವಾರು ಸಣ್ಣ ಸಣ್ಣ ಸಮುದಾಯಗಳು ಸೌಲಭ್ಯ ವಂಚಿತವಾಗಿವೆ. ಇಂತಹ ಸಮುದಾಯಗಳಿಗೆ ನ್ಯಾಯ ಒದಗಿಸಬೇಕಾದರೆ ಜಾತಿಗಣತಿ ವರದಿ ಜಾರಿ ಮಾಡಬೇಕು. ಸರ್ಕಾರ ಕೂಡಲೇ ವರದಿಯನ್ನು ಸಂಪುಟದಲ್ಲಿ ಮಂಡಿಸಿ ಅನುಮೋದನೆ ಪಡೆದು ಜಾರಿಗೊಳಿಸಬೇಕು. ಸಮಾಜದ ಎಲ್ಲಾ ವರ್ಗದ ಜನರಿಗೂ ಸಮಾನ ಅವಕಾಶ ದೊರೆಯಬೇಕು. ಮೀಸಲಾತಿ ಸೌಲಭ್ಯ ಅರ್ಹರಿಗೆ ತಲುಪಬೇಕು. ಈ ನಿಟ್ಟಿನಲ್ಲಿ ಎಲ್ಲಾ ಸಮುದಾಯಗಳು ಒಗ್ಗಟ್ಟಾಗಿ ಹೋರಾಟ ಮಾಡಬೇಕಿದೆ. ವರದಿ ಜಾರಿಗೆ ವಿಳಂಬ ಮಾಡಿದರೆ ರಾಜ್ಯಾದ್ಯಂತ ಹೋರಾಟ ರೂಪಿಸಲಾಗುವುದು ಎಂದು ಎಚ್ಚರಿಕೆ ನೀಡಿದರು. ಸಾಮಾಜಿಕ ನ್ಯಾಯದ ಪರಿಕಲ್ಪನೆ ಸಾಕಾರಗೊಳ್ಳಲು ಈ ವರದಿ ಅತ್ಯವಶ್ಯಕವಾಗಿದೆ ಎಂದು ಅಭಿಪ್ರಾಯಪಟ್ಟರು. bbox=[608, 1275, 802, 1538]
summer-camp-title: ಬೇಸಿಗೆ ಶಿಬಿರ bbox=[1284, 1497, 1366, 1519]
cricket-photo-svg bbox=[1153, 1082, 1497, 1284]
